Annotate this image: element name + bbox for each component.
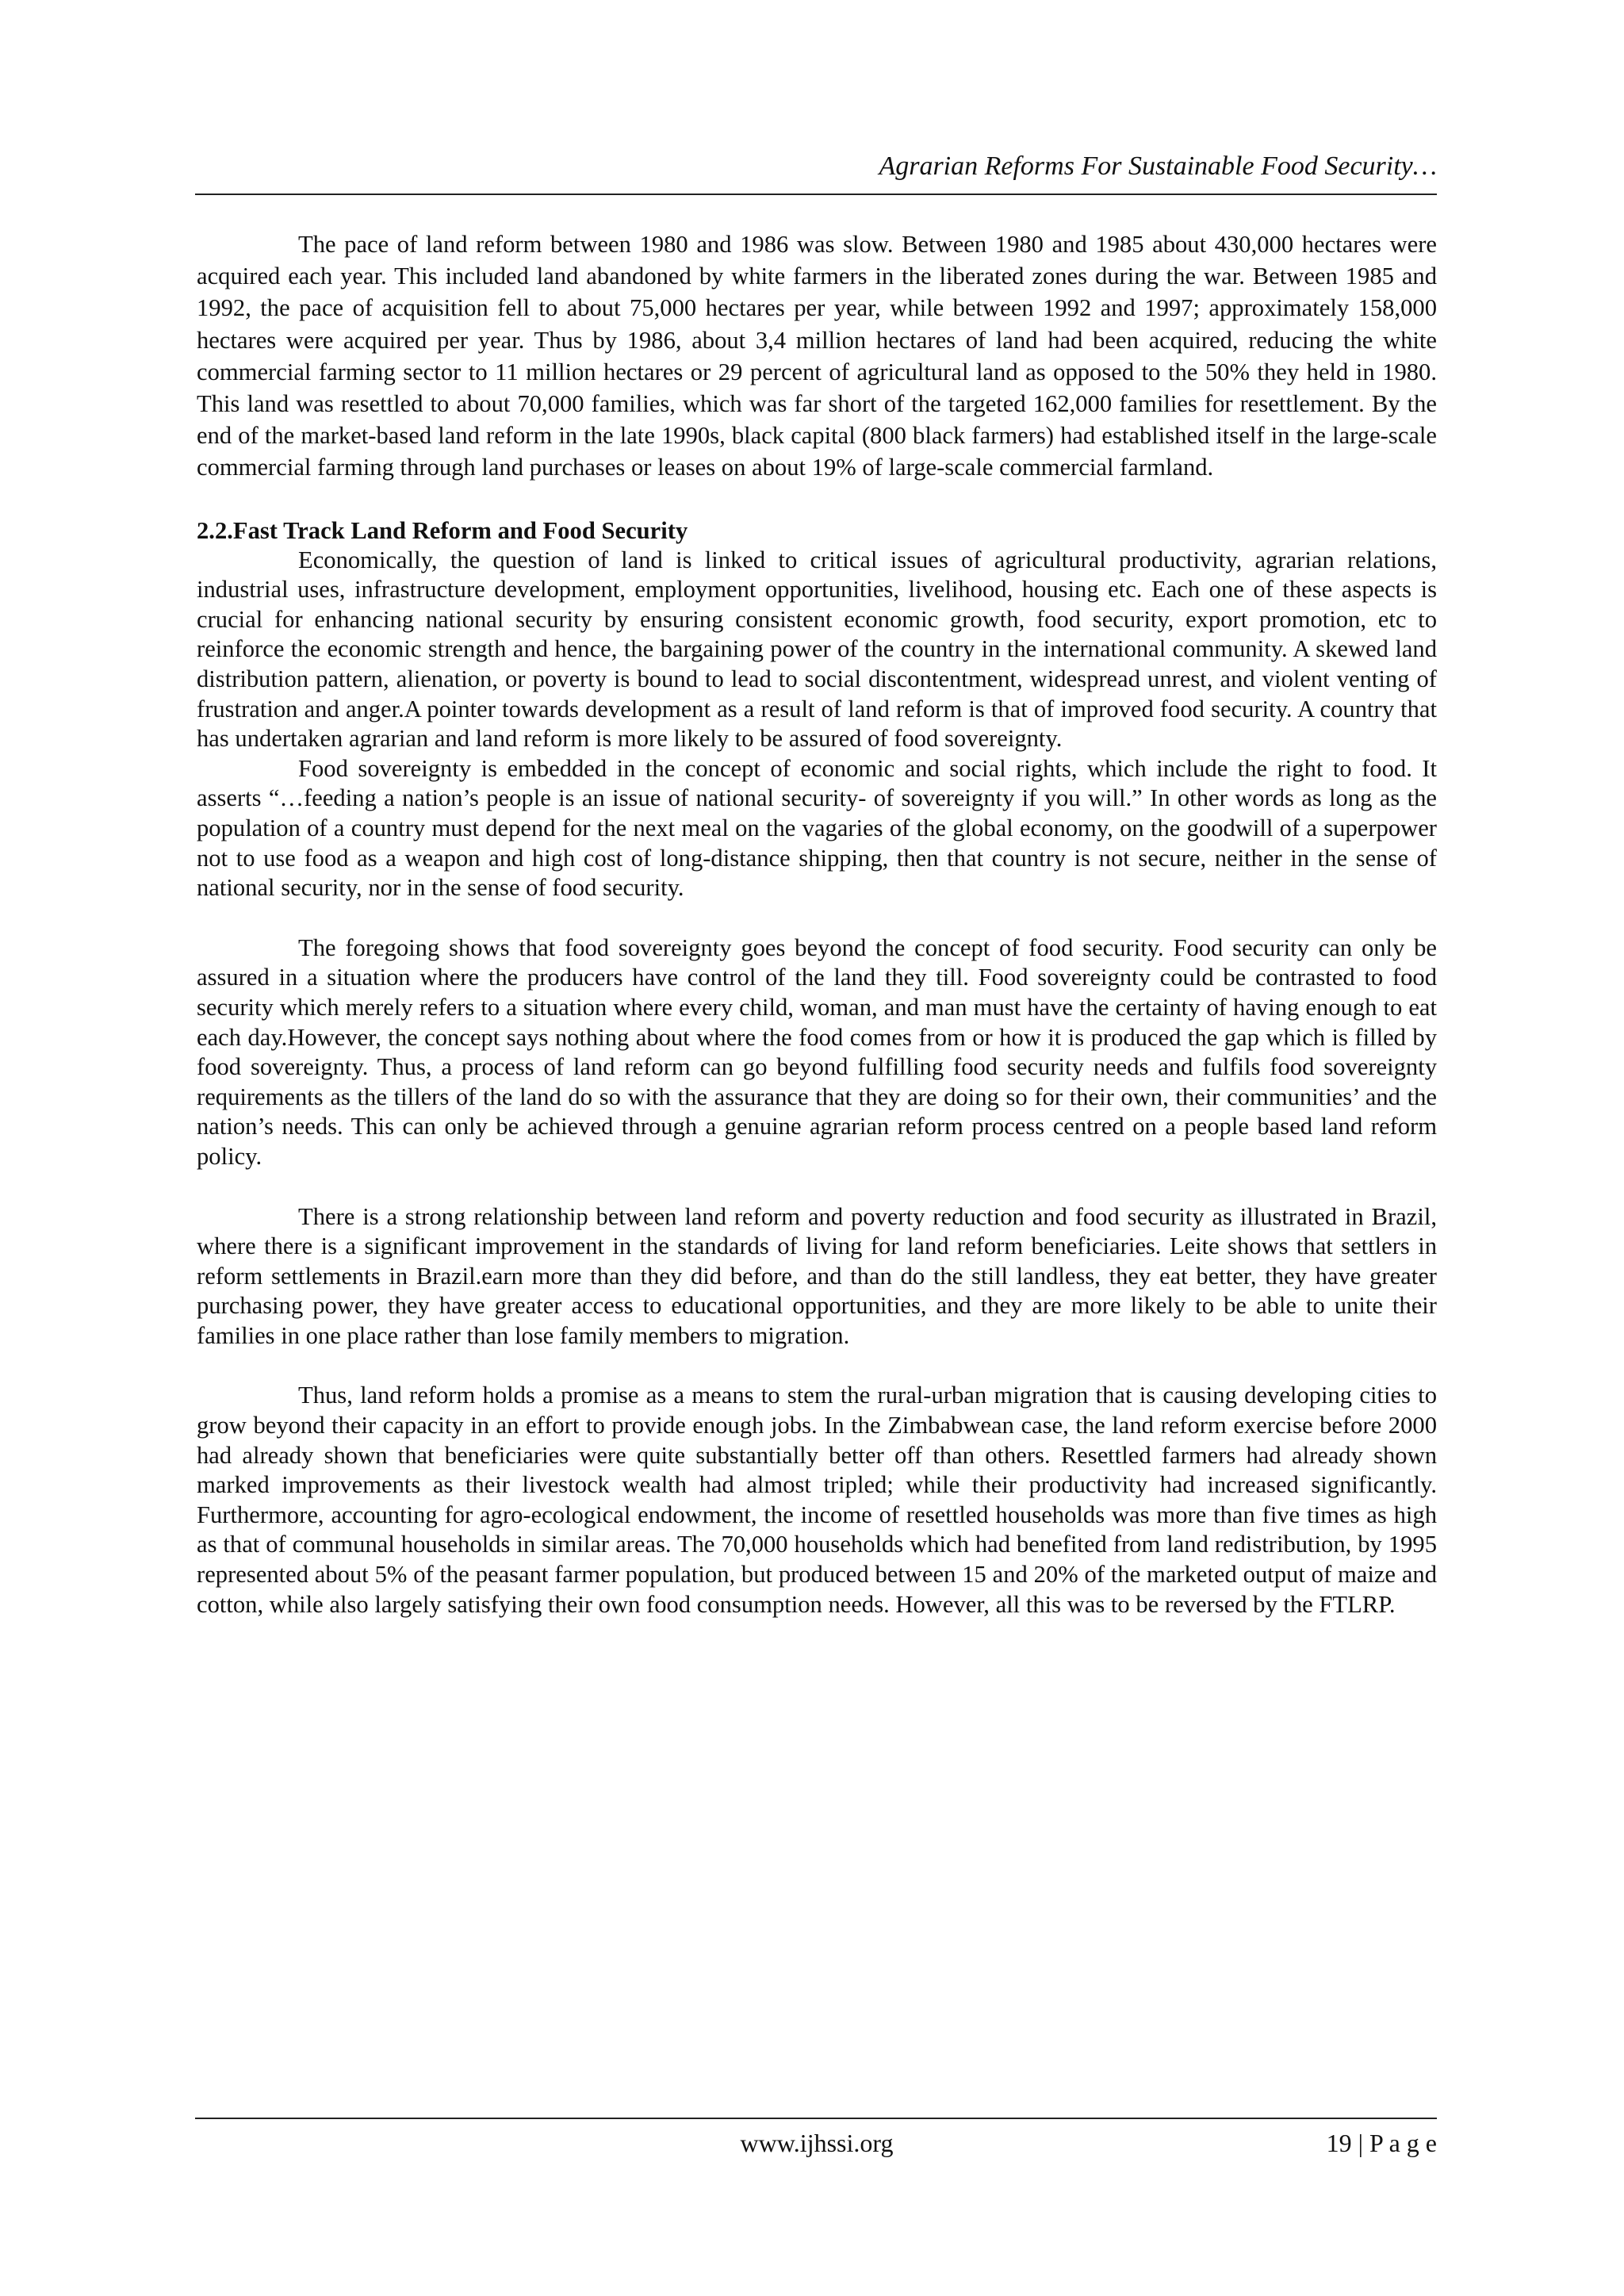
running-header: Agrarian Reforms For Sustainable Food Security… <box>879 151 1437 181</box>
paragraph-food-sovereignty: Food sovereignty is embedded in the concept of economic and social rights, which include the right to food. It asserts “…feeding a nation’s people is an issue of national security- of sovereignty if you will.” In other words as long as the population of a country must depend for the next meal on the vagaries of the global economy, on the goodwill of a superpower not to use food as a weapon and high cost of long-distance shipping, then that country is not secure, neither in the sense of national security, nor in the sense of food security. <box>197 754 1437 902</box>
paragraph-zimbabwe: Thus, land reform holds a promise as a means to stem the rural-urban migration that is causing developing cities to grow beyond their capacity in an effort to provide enough jobs. In the Zimbabwean case, the land reform exercise before 2000 had already shown that beneficiaries were quite substantially better off than others. Resettled farmers had already shown marked improvements as their livestock wealth had almost tripled; while their productivity had increased significantly. Furthermore, accounting for agro-ecological endowment, the income of resettled households was more than five times as high as that of communal households in similar areas. The 70,000 households which had benefited from land redistribution, by 1995 represented about 5% of the peasant farmer population, but produced between 15 and 20% of the marketed output of maize and cotton, while also largely satisfying their own food consumption needs. However, all this was to be reversed by the FTLRP. <box>197 1382 1437 1618</box>
page-footer <box>197 2125 1437 2160</box>
section-heading: 2.2.Fast Track Land Reform and Food Security <box>197 516 688 544</box>
paragraph-brazil: There is a strong relationship between land reform and poverty reduction and food security as illustrated in Brazil, where there is a significant improvement in the standards of living for land reform beneficiaries. Leite shows that settlers in reform settlements in Brazil.earn more than they did before, and than do the still landless, they eat better, they have greater purchasing power, they have greater access to educational opportunities, and they are more likely to be able to unite their families in one place rather than lose family members to migration. <box>197 1202 1437 1349</box>
paragraph-economic-question: Economically, the question of land is linked to critical issues of agricultural productivity, agrarian relations, industrial uses, infrastructure development, employment opportunities, livelihood, housing etc. Each one of these aspects is crucial for enhancing national security by ensuring consistent economic growth, food security, export promotion, etc to reinforce the economic strength and hence, the bargaining power of the country in the international community. A skewed land distribution pattern, alienation, or poverty is bound to lead to social discontentment, widespread unrest, and violent venting of frustration and anger.A pointer towards development as a result of land reform is that of improved food security. A country that has undertaken agrarian and land reform is more likely to be assured of food sovereignty. <box>197 546 1437 753</box>
paragraph-spacer <box>197 903 1437 933</box>
footer-divider <box>195 2118 1437 2119</box>
header-divider <box>195 194 1437 195</box>
paragraph-spacer <box>197 1172 1437 1202</box>
footer-url: www.ijhssi.org <box>740 2129 894 2157</box>
paragraph-land-reform-pace: The pace of land reform between 1980 and 1986 was slow. Between 1980 and 1985 about 430,000 hectares were acquired each year. This included land abandoned by white farmers in the liberated zones during the war. Between 1985 and 1992, the pace of acquisition fell to about 75,000 hectares per year, while between 1992 and 1997; approximately 158,000 hectares were acquired per year. Thus by 1986, about 3,4 million hectares of land had been acquired, reducing the white commercial farming sector to 11 million hectares or 29 percent of agricultural land as opposed to the 50% they held in 1980. This land was resettled to about 70,000 families, which was far short of the targeted 162,000 families for resettlement. By the end of the market-based land reform in the late 1990s, black capital (800 black farmers) had established itself in the large-scale commercial farming through land purchases or leases on about 19% of large-scale commercial farmland. <box>197 231 1437 481</box>
page-number: 19 | P a g e <box>1326 2129 1437 2157</box>
article-body <box>197 228 1437 1619</box>
paragraph-foregoing: The foregoing shows that food sovereignty goes beyond the concept of food security. Food security can only be assured in a situation where the producers have control of the land they till. Food sovereignty could be contrasted to food security which merely refers to a situation where every child, woman, and man must have the certainty of having enough to eat each day.However, the concept says nothing about where the food comes from or how it is produced the gap which is filled by food sovereignty. Thus, a process of land reform can go beyond fulfilling food security needs and fulfils food sovereignty requirements as the tillers of the land do so with the assurance that they are doing so for their own, their communities’ and the nation’s needs. This can only be achieved through a genuine agrarian reform process centred on a people based land reform policy. <box>197 933 1437 1170</box>
paragraph-spacer <box>197 1351 1437 1381</box>
